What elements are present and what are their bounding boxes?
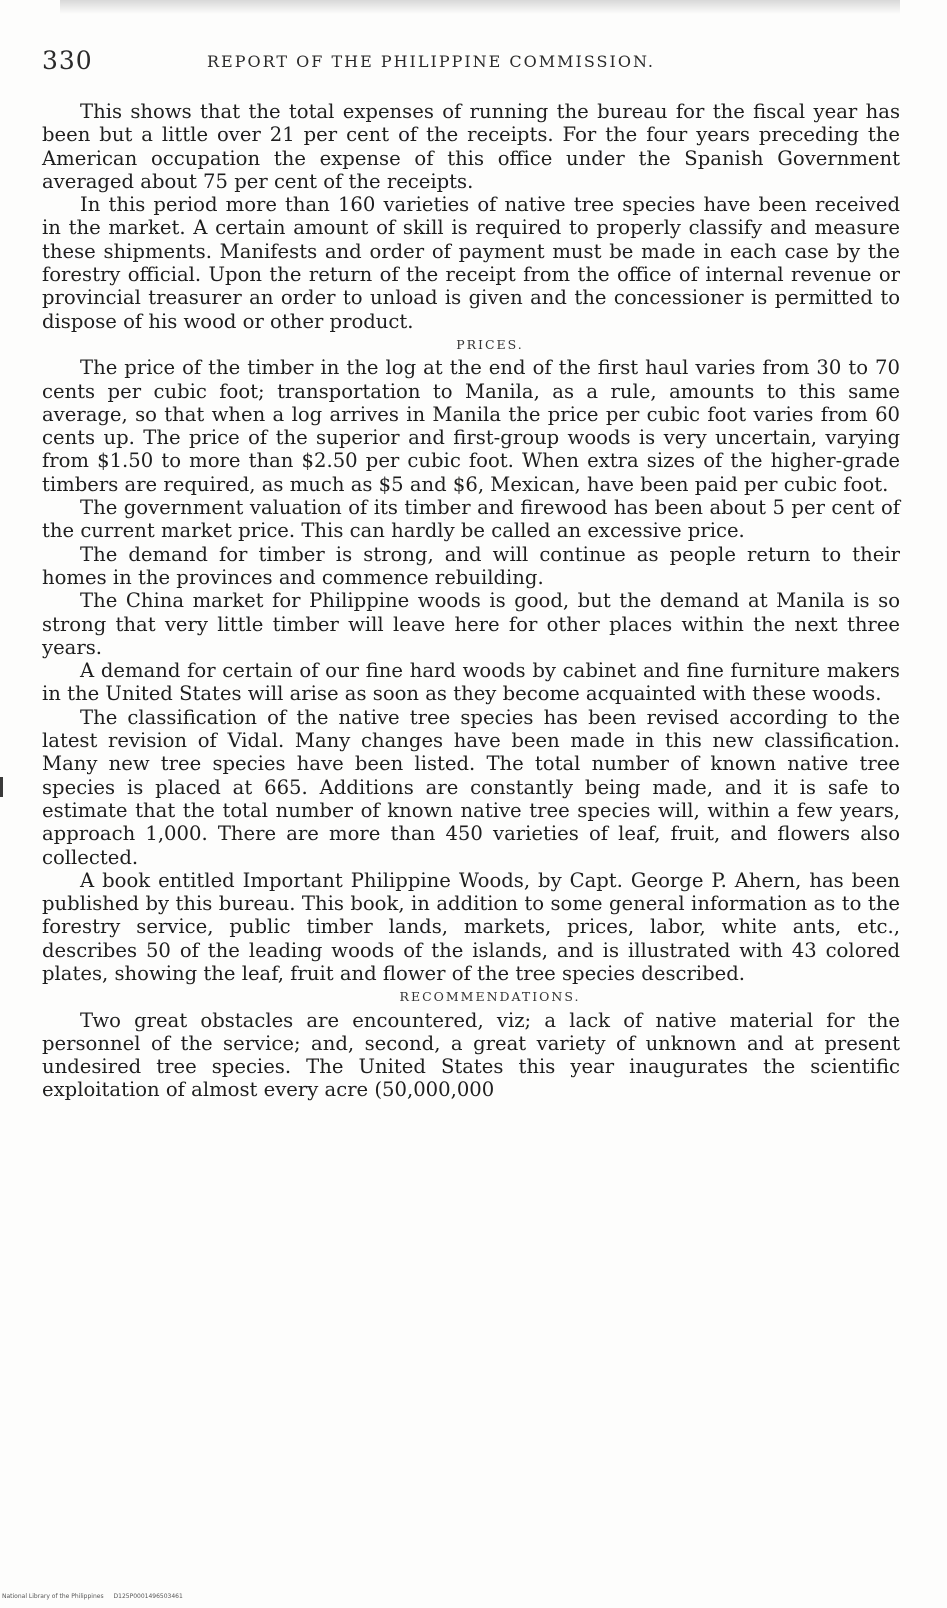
scan-footer <box>2 1593 402 1600</box>
footer-identifier: D125P0001496503461 <box>113 1593 183 1600</box>
paragraph-timber-demand: The demand for timber is strong, and will continue as people return to their homes in the provinces and commence rebuilding. <box>42 542 900 589</box>
page-number: 330 <box>42 46 93 75</box>
scan-margin-mark <box>0 777 3 797</box>
section-heading-recommendations: RECOMMENDATIONS. <box>399 989 581 1005</box>
body-text <box>42 100 900 1102</box>
running-head: REPORT OF THE PHILIPPINE COMMISSION. <box>207 52 656 71</box>
paragraph-obstacles: Two great obstacles are encountered, viz; a lack of native material for the personnel of the service; and, second, a great variety of unknown and at present undesired tree species. The United States this year inaugurates the scientific exploitation of almost every acre (50,000,000 <box>42 1008 900 1102</box>
scan-edge-shadow <box>60 0 900 14</box>
paragraph-timber-price: The price of the timber in the log at the end of the first haul varies from 30 to 70 cents per cubic foot; transportation to Manila, as a rule, amounts to this same average, so that when a log arrives in Manila the price per cubic foot varies from 60 cents up. The price of the superior and first-group woods is very uncertain, varying from $1.50 to more than $2.50 per cubic foot. When extra sizes of the higher-grade timbers are required, as much as $5 and $6, Mexican, have been paid per cubic foot. <box>42 356 900 496</box>
section-heading-prices: PRICES. <box>456 336 524 352</box>
footer-library: National Library of the Philippines <box>2 1593 104 1600</box>
paragraph-classification: The classification of the native tree species has been revised according to the latest revision of Vidal. Many changes have been made in this new classification. Many new tree species have been listed. The total number of known native tree species is placed at 665. Additions are constantly being made, and it is safe to estimate that the total number of known native tree species will, within a few years, approach 1,000. There are more than 450 varieties of leaf, fruit, and flowers also collected. <box>42 705 900 869</box>
paragraph-hardwood-demand: A demand for certain of our fine hard woods by cabinet and fine furniture makers in the United States will arise as soon as they become acquainted with these woods. <box>42 659 900 706</box>
paragraph-government-valuation: The government valuation of its timber and firewood has been about 5 per cent of the current market price. This can hardly be called an excessive price. <box>42 496 900 543</box>
paragraph-expenses: This shows that the total expenses of running the bureau for the fiscal year has been but a little over 21 per cent of the receipts. For the four years preceding the American occupation the expense of this office under the Spanish Government averaged about 75 per cent of the receipts. <box>42 100 900 193</box>
page-header <box>42 44 892 80</box>
paragraph-book: A book entitled Important Philippine Woods, by Capt. George P. Ahern, has been published by this bureau. This book, in addition to some general information as to the forestry service, public timber lands, markets, prices, labor, white ants, etc., describes 50 of the leading woods of the islands, and is illustrated with 43 colored plates, showing the leaf, fruit and flower of the tree species described. <box>42 868 900 985</box>
paragraph-varieties: In this period more than 160 varieties of native tree species have been received in the market. A certain amount of skill is required to properly classify and measure these shipments. Manifests and order of payment must be made in each case by the forestry official. Upon the return of the receipt from the office of internal revenue or provincial treasurer an order to unload is given and the concessioner is permitted to dispose of his wood or other product. <box>42 193 900 333</box>
paragraph-china-market: The China market for Philippine woods is good, but the demand at Manila is so strong that very little timber will leave here for other places within the next three years. <box>42 589 900 659</box>
